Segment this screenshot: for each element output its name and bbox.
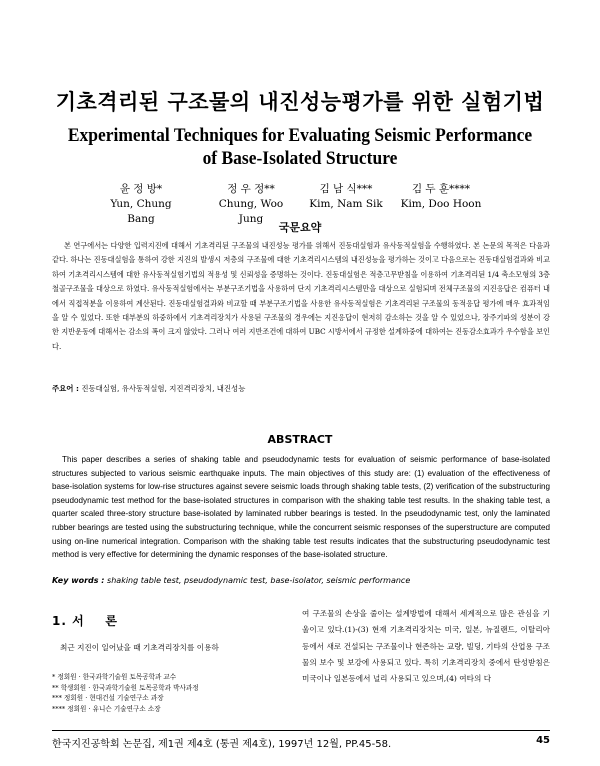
abstract-heading: ABSTRACT	[267, 433, 333, 446]
author-name-ko: 김 남 식***	[319, 183, 373, 195]
title-english	[24, 124, 576, 170]
footnote-4: **** 정회원 · 유니슨 기술연구소 소장	[52, 704, 161, 713]
author-name-ko: 김 두 훈****	[411, 183, 471, 195]
korean-keywords-label: 주요어 :	[52, 384, 79, 393]
author-3	[301, 182, 391, 212]
section-1-heading: 1. 서 론	[52, 614, 118, 628]
section-1-left-text: 최근 지진이 일어났을 때 기초격리장치를 이용하	[60, 643, 219, 652]
footnotes	[52, 672, 282, 714]
author-name-en: Chung, Woo Jung	[218, 198, 284, 225]
korean-abstract-body: 본 연구에서는 다양한 입력지진에 대해서 기초격리된 구조물의 내진성능 평가를 위해서 진동대실험과 유사동적실험을 수행하였다. 본 논문의 목적은 다음과 같다. 하나는 진동대실험을 통하여 강한 지진의 발생시 저층의 구조물에 대한 기초격리시스템의 내진성능을 평가하는 것이고 다음으로는 진동대실험결과와 비교하여 기초격리시스템에 대한 유사동적실험기법의 적용성 및 신뢰성을 증명하는 것이다. 진동대실험은 적층고무받침을 이용하여 기초격리된 1/4 축소모형의 3층 철골구조물을 대상으로 하였다. 유사동적실험에서는 부분구조기법을 사용하여 단지 기초격리시스템만을 대상으로 실험되며 전체구조물의 지진응답은 컴퓨터 내에서 직접적분을 이용하여 계산된다. 진동대실험결과와 비교할 때 부분구조기법을 사용한 유사동적실험은 기초격리된 구조물의 동적응답 평가에 매우 효과적임을 알 수 있었다. 또한 대부분의 하중하에서 기초격리장치가 사용된 구조물의 경우에는 지진응답이 현저히 감소하는 것을 알 수 있었으나, 장주기파의 성분이 강한 지반운동에 대해서는 감소의 폭이 크지 않았다. 그러나 여러 지반조건에 대하여 UBC 시방서에서 규정한 설계하중에 대하여는 진동감소효과가 우수함을 보인다.	[52, 241, 550, 351]
korean-keywords	[52, 383, 550, 394]
journal-citation: 한국지진공학회 논문집, 제1권 제4호 (통권 제4호), 1997년 12월, PP.45-58.	[52, 739, 392, 750]
english-keywords-text: shaking table test, pseudodynamic test, base-isolator, seismic performance	[107, 576, 411, 585]
footer	[52, 735, 550, 750]
page-number: 45	[536, 735, 550, 746]
section-1-right-text: 여 구조물의 손상을 줄이는 설계방법에 대해서 세계적으로 많은 관심을 기울이고 있다.(1)-(3) 현재 기초격리장치는 미국, 일본, 뉴질랜드, 이탈리아 등에서 새로 건설되는 구조물이나 현존하는 교량, 빌딩, 기타의 산업용 구조물의 보수 및 보강에 사용되고 있다. 특히 기초격리장치 중에서 탄성받침은 미국이나 일본등에서 널리 사용되고 있으며,(4) 여타의 다	[302, 609, 550, 684]
abstract-body: This paper describes a series of shaking table and pseudodynamic tests for evaluation of seismic performance of base-isolated structures subjected to various seismic earthquake inputs. The main objectives of this study are: (1) evaluation of the effectiveness of base-isolation systems for low-rise structures against severe seismic loads through shaking table tests, (2) verification of the substructuring pseudodynamic test method for the base-isolated structures in comparison with the shaking table test results. In the shaking table test, a quarter scaled three-story structure base-isolated by laminated rubber bearings is tested. In the pseudodynamic test, only the laminated rubber bearings are tested using the substructuring technique, while the concurrent seismic responses of the superstructure are computed using on-line numerical integration. Comparison with the shaking table test results indicates that the substructuring pseudodynamic test method is very effective for determining the dynamic responses of the base-isolated structure.	[52, 455, 550, 560]
korean-keywords-text: 진동대실험, 유사동적실험, 지진격리장치, 내진성능	[81, 384, 246, 393]
footnote-2: ** 학생회원 · 한국과학기술원 토목공학과 박사과정	[52, 683, 199, 692]
korean-abstract-heading: 국문요약	[278, 221, 322, 234]
author-name-en: Kim, Nam Sik	[309, 198, 383, 210]
title-english-line2: of Base-Isolated Structure	[202, 148, 398, 169]
author-name-ko: 윤 정 방*	[119, 183, 163, 195]
footnote-1: * 정회원 · 한국과학기술원 토목공학과 교수	[52, 673, 177, 681]
author-name-ko: 정 우 정**	[227, 183, 275, 195]
footer-rule	[52, 730, 550, 731]
footnote-3: *** 정회원 · 현대건설 기술연구소 과장	[52, 694, 164, 702]
author-4	[396, 182, 486, 212]
title-english-line1: Experimental Techniques for Evaluating Seismic Performance	[67, 125, 533, 146]
author-name-en: Yun, Chung Bang	[110, 198, 172, 225]
author-name-en: Kim, Doo Hoon	[400, 198, 482, 210]
english-keywords-label: Key words :	[52, 576, 105, 585]
english-keywords	[52, 576, 550, 585]
title-korean: 기초격리된 구조물의 내진성능평가를 위한 실험기법	[55, 90, 545, 114]
